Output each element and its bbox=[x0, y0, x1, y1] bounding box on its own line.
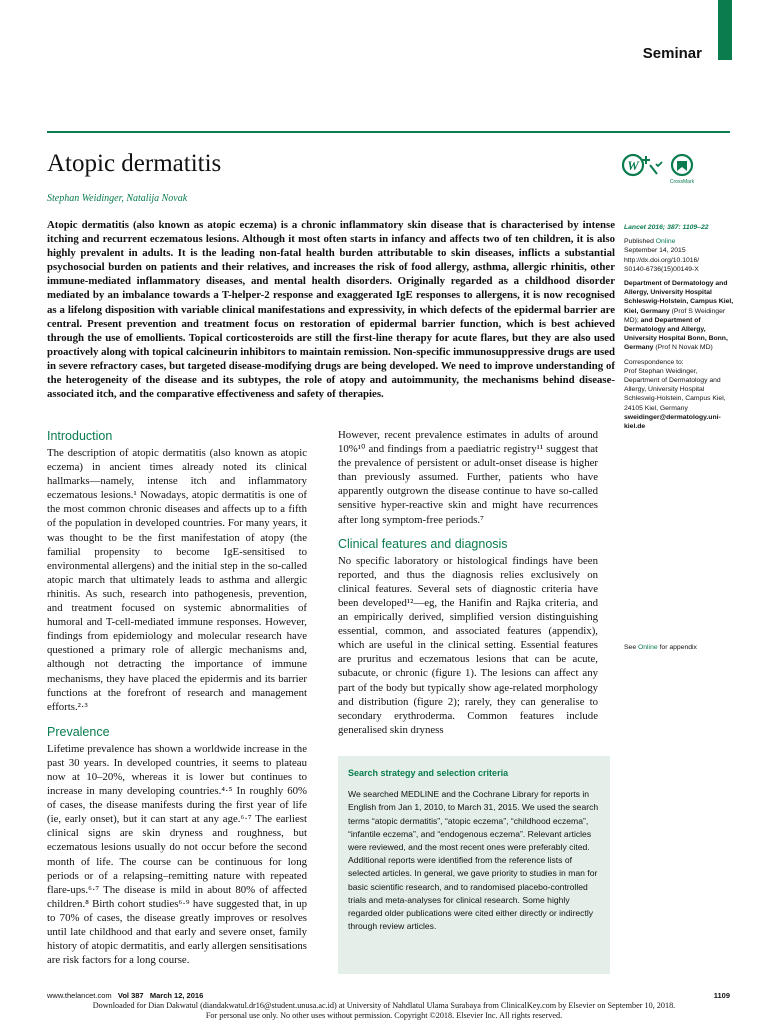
appendix-note-prefix: See bbox=[624, 644, 638, 651]
footer-volume: Vol 387 bbox=[117, 991, 144, 1000]
published-date: September 14, 2015 bbox=[624, 247, 686, 255]
published-prefix: Published bbox=[624, 238, 656, 246]
download-line-2: For personal use only. No other uses without permission. Copyright ©2018. Elsevier Inc. All rights reserved. bbox=[205, 1011, 563, 1020]
citation: Lancet 2016; 387: 1109–22 bbox=[624, 224, 709, 231]
crossmark-label: CrossMark bbox=[669, 179, 695, 185]
appendix-note-suffix: for appendix bbox=[657, 644, 697, 651]
article-title: Atopic dermatitis bbox=[47, 150, 222, 177]
footer-left bbox=[47, 991, 203, 1000]
section-color-bar bbox=[718, 0, 732, 60]
correspondence-label: Correspondence to: bbox=[624, 358, 684, 366]
doi-link-line2[interactable]: S0140-6736(15)00149-X bbox=[624, 265, 699, 273]
introduction-heading: Introduction bbox=[47, 429, 113, 443]
column-left bbox=[47, 428, 307, 967]
prevalence-heading: Prevalence bbox=[47, 724, 110, 739]
article-authors: Stephan Weidinger, Natalija Novak bbox=[47, 193, 188, 204]
affiliation-1-person: (Prof S Weidinger MD); bbox=[624, 307, 726, 324]
doi-link-line1[interactable]: http://dx.doi.org/10.1016/ bbox=[624, 256, 700, 264]
header-rule bbox=[47, 131, 730, 133]
abstract: Atopic dermatitis (also known as atopic eczema) is a chronic inflammatory skin disease that is characterised by intense itching and recurrent eczematous lesions. Although it most often starts in infancy and affects two of ten children, it is also highly prevalent in adults. It is the leading non-fatal health burden attributable to skin diseases, inflicts a substantial psychosocial burden on patients and their relatives, and increases the risk of food allergy, asthma, allergic rhinitis, other immune-mediated inflammatory diseases, and mental health disorders. Originally regarded as a childhood disorder mediated by an imbalance towards a T-helper-2 response and exaggerated IgE responses to allergens, it is now recognised as a lifelong disposition with variable clinical manifestations and expressivity, in which defects of the epidermal barrier are central. Present prevention and treatment focus on restoration of epidermal barrier function, which is best achieved through the use of emollients. Topical corticosteroids are still the first-line therapy for acute flares, but they are also used proactively along with topical calcineurin inhibitors to maintain remission. Non-specific immunosuppressive drugs are used in severe refractory cases, but targeted disease-modifying drugs are being developed. We need to improve understanding of the heterogeneity of the disease and its subtypes, the role of atopy and autoimmunity, the mechanisms behind disease-associated itch, and the comparative effectiveness and safety of therapies. bbox=[47, 219, 615, 401]
appendix-note bbox=[624, 644, 697, 651]
footer-site[interactable]: www.thelancet.com bbox=[47, 991, 112, 1000]
section-label: Seminar bbox=[642, 45, 702, 62]
affiliation-and: and bbox=[638, 316, 653, 324]
clinical-features-heading: Clinical features and diagnosis bbox=[338, 536, 508, 551]
prevalence-text: Lifetime prevalence has shown a worldwide increase in the past 30 years. In developed countries, it seems to plateau now at 10–20%, whereas it is lower but continues to increase in many developing countries.⁴·⁵ In roughly 60% of cases, the disease manifests during the first year of life (ie, early onset), but it can start at any age.⁶·⁷ The earliest clinical signs are skin dryness and roughness, but eczematous lesions usually do not occur before the second month of life. The course can be continuous for long periods or of a relapsing–remitting nature with repeated flare-ups.⁶·⁷ The disease is mild in about 80% of affected children.⁸ Birth cohort studies⁶·⁹ have suggested that, in up to 70% of cases, the disease greatly improves or resolves until late childhood and that early and severe onset, family history of atopic dermatitis, and early allergen sensitisations are risk factors for a long course. bbox=[47, 742, 307, 967]
affiliation-2-person: (Prof N Novak MD) bbox=[655, 344, 713, 352]
correspondence-text: Prof Stephan Weidinger, Department of Dermatology and Allergy, University Hospital Schleswig-Holstein, Campus Kiel, 24105 Kiel, Germany bbox=[624, 367, 726, 412]
introduction-text: The description of atopic dermatitis (also known as atopic eczema) in ancient times already noted its clinical hallmarks—namely, intense itch and inflammatory eczematous lesions.¹ Nowadays, atopic dermatitis is one of the most common chronic diseases and affects up to a fifth of the population in developed countries. For many years, it was thought to be the first manifestation of atopy (the familial propensity to become IgE-sensitised to environmental allergens) and the initial step in the so-called atopic march that ultimately leads to asthma and allergic rhinitis. As such, research into pathogenesis, prevention, and treatment focused on systemic abnormalities of humoral and T-cell-mediated immune responses. However, findings from epidemiology and molecular research have questioned a primary role of allergic mechanisms and, although not detracting the importance of immune mechanisms, they have placed the epidermis and its barrier functions at the forefront of research and management efforts.²·³ bbox=[47, 447, 307, 713]
svg-text:W: W bbox=[627, 158, 639, 173]
appendix-online-link[interactable]: Online bbox=[637, 644, 658, 651]
prevalence-continued-text: However, recent prevalence estimates in adults of around 10%¹⁰ and findings from a paediatric registry¹¹ suggest that the prevalence of persistent or adult-onset disease is higher than previously assumed. Further, patients who have apparently outgrown the disease continue to have so-called sensitive hyper-reactive skin and might have recurrences after long symptom-free periods.⁷ bbox=[338, 429, 598, 526]
correspondence-email[interactable]: sweidinger@dermatology.uni-kiel.de bbox=[624, 413, 721, 431]
published-online-link[interactable]: Online bbox=[655, 238, 676, 246]
article-logos bbox=[622, 152, 702, 188]
download-line-1: Downloaded for Dian Dakwatul (diandakwatul.dr16@student.unusa.ac.id) at University of Nahdlatul Ulama Surabaya from ClinicalKey.com by Elsevier on September 10, 2018. bbox=[92, 1001, 676, 1010]
clinical-features-text: No specific laboratory or histological findings have been reported, and thus the diagnosis relies exclusively on clinical features. Several sets of diagnostic criteria have been developed¹²—eg, the Hanifin and Rajka criteria, and an empirically derived, simplified version distinguishing essential, common, and associated features (appendix), which are useful in the clinical setting. Essential features are pruritus and eczematous lesions that can be acute, subacute, or chronic (figure 1). The lesions can affect any part of the body but typically show age-related morphology and distribution (figure 2); rarely, they can generalise to secondary erythroderma. Common features include generalised skin dryness bbox=[338, 554, 598, 736]
sidebar bbox=[624, 223, 734, 436]
search-strategy-box bbox=[338, 756, 610, 974]
page-number: 1109 bbox=[713, 991, 730, 1000]
download-notice bbox=[0, 1001, 768, 1021]
affiliation-2: Department of Dermatology and Allergy, University Hospital Bonn, Bonn, Germany bbox=[624, 316, 728, 352]
crossmark-icon[interactable] bbox=[622, 152, 702, 188]
search-strategy-text: We searched MEDLINE and the Cochrane Library for reports in English from Jan 1, 2010, to March 31, 2015. We used the search terms “atopic dermatitis”, “atopic eczema”, “childhood eczema”, “infantile eczema”, and “endogenous eczema”. Relevant articles were reviewed, and the most recent ones were preferably cited. Additional reports were identified from the reference lists of selected articles. In general, we gave priority to studies in man for basic scientific research, and to randomised placebo-controlled trials and meta-analyses for clinical research. Some highly regarded older publications were cited either directly or indirectly through review articles. bbox=[348, 789, 599, 932]
search-strategy-title: Search strategy and selection criteria bbox=[348, 768, 509, 778]
affiliation-1: Department of Dermatology and Allergy, University Hospital Schleswig-Holstein, Campus Kiel, Kiel, Germany bbox=[624, 280, 734, 315]
column-middle bbox=[338, 428, 598, 737]
footer-date: March 12, 2016 bbox=[149, 991, 204, 1000]
